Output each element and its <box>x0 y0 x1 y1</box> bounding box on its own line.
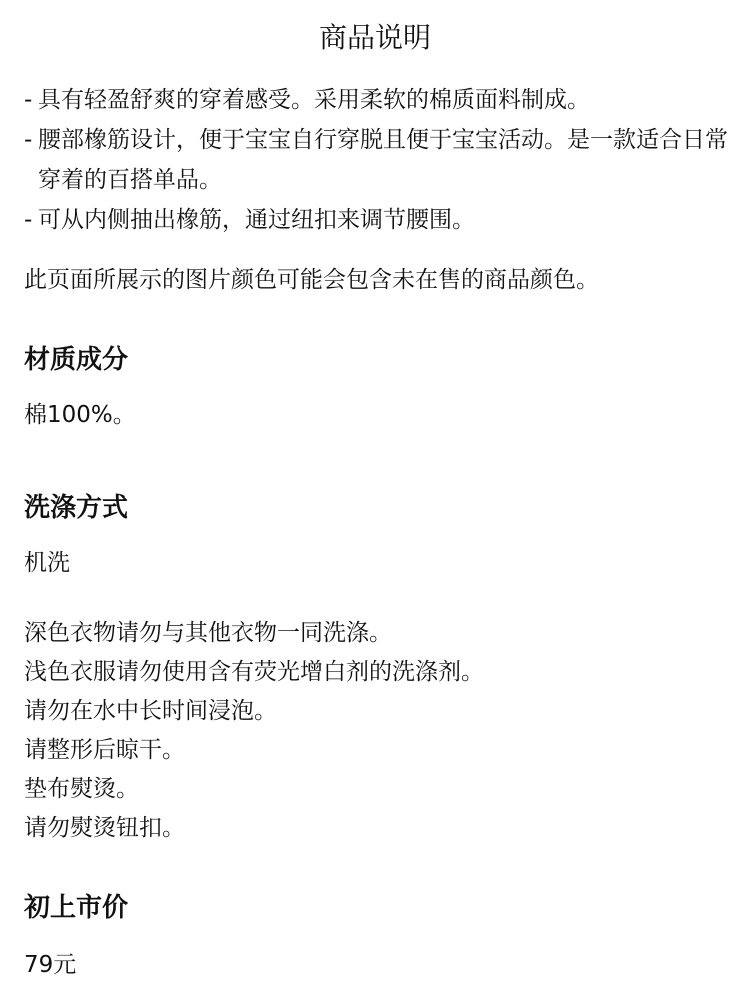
price-value: 79元 <box>24 952 77 978</box>
description-bullet <box>24 120 734 200</box>
washing-heading: 洗涤方式 <box>24 493 129 523</box>
bullet-dash: - <box>24 207 33 233</box>
description-bullet-list <box>24 80 734 240</box>
bullet-text: 具有轻盈舒爽的穿着感受。采用柔软的棉质面料制成。 <box>38 87 590 113</box>
description-bullet <box>24 200 734 240</box>
care-instruction: 请整形后晾干。 <box>24 737 185 763</box>
washing-method: 机洗 <box>24 550 70 576</box>
material-value: 棉100%。 <box>24 402 136 428</box>
price-heading: 初上市价 <box>24 893 129 923</box>
bullet-text: 腰部橡筋设计，便于宝宝自行穿脱且便于宝宝活动。是一款适合日常穿着的百搭单品。 <box>38 127 728 193</box>
care-instruction: 浅色衣服请勿使用含有荧光增白剂的洗涤剂。 <box>24 659 484 685</box>
bullet-text: 可从内侧抽出橡筋，通过纽扣来调节腰围。 <box>38 207 475 233</box>
description-bullet <box>24 80 734 120</box>
care-instruction: 垫布熨烫。 <box>24 776 139 802</box>
page-title: 商品说明 <box>318 21 431 54</box>
care-instruction: 深色衣物请勿与其他衣物一同洗涤。 <box>24 620 392 646</box>
color-disclaimer-note: 此页面所展示的图片颜色可能会包含未在售的商品颜色。 <box>24 267 599 293</box>
bullet-dash: - <box>24 87 33 113</box>
care-instruction: 请勿在水中长时间浸泡。 <box>24 698 277 724</box>
care-instruction: 请勿熨烫钮扣。 <box>24 815 185 841</box>
bullet-dash: - <box>24 127 33 153</box>
material-heading: 材质成分 <box>24 345 129 375</box>
care-instruction-list <box>24 614 484 848</box>
